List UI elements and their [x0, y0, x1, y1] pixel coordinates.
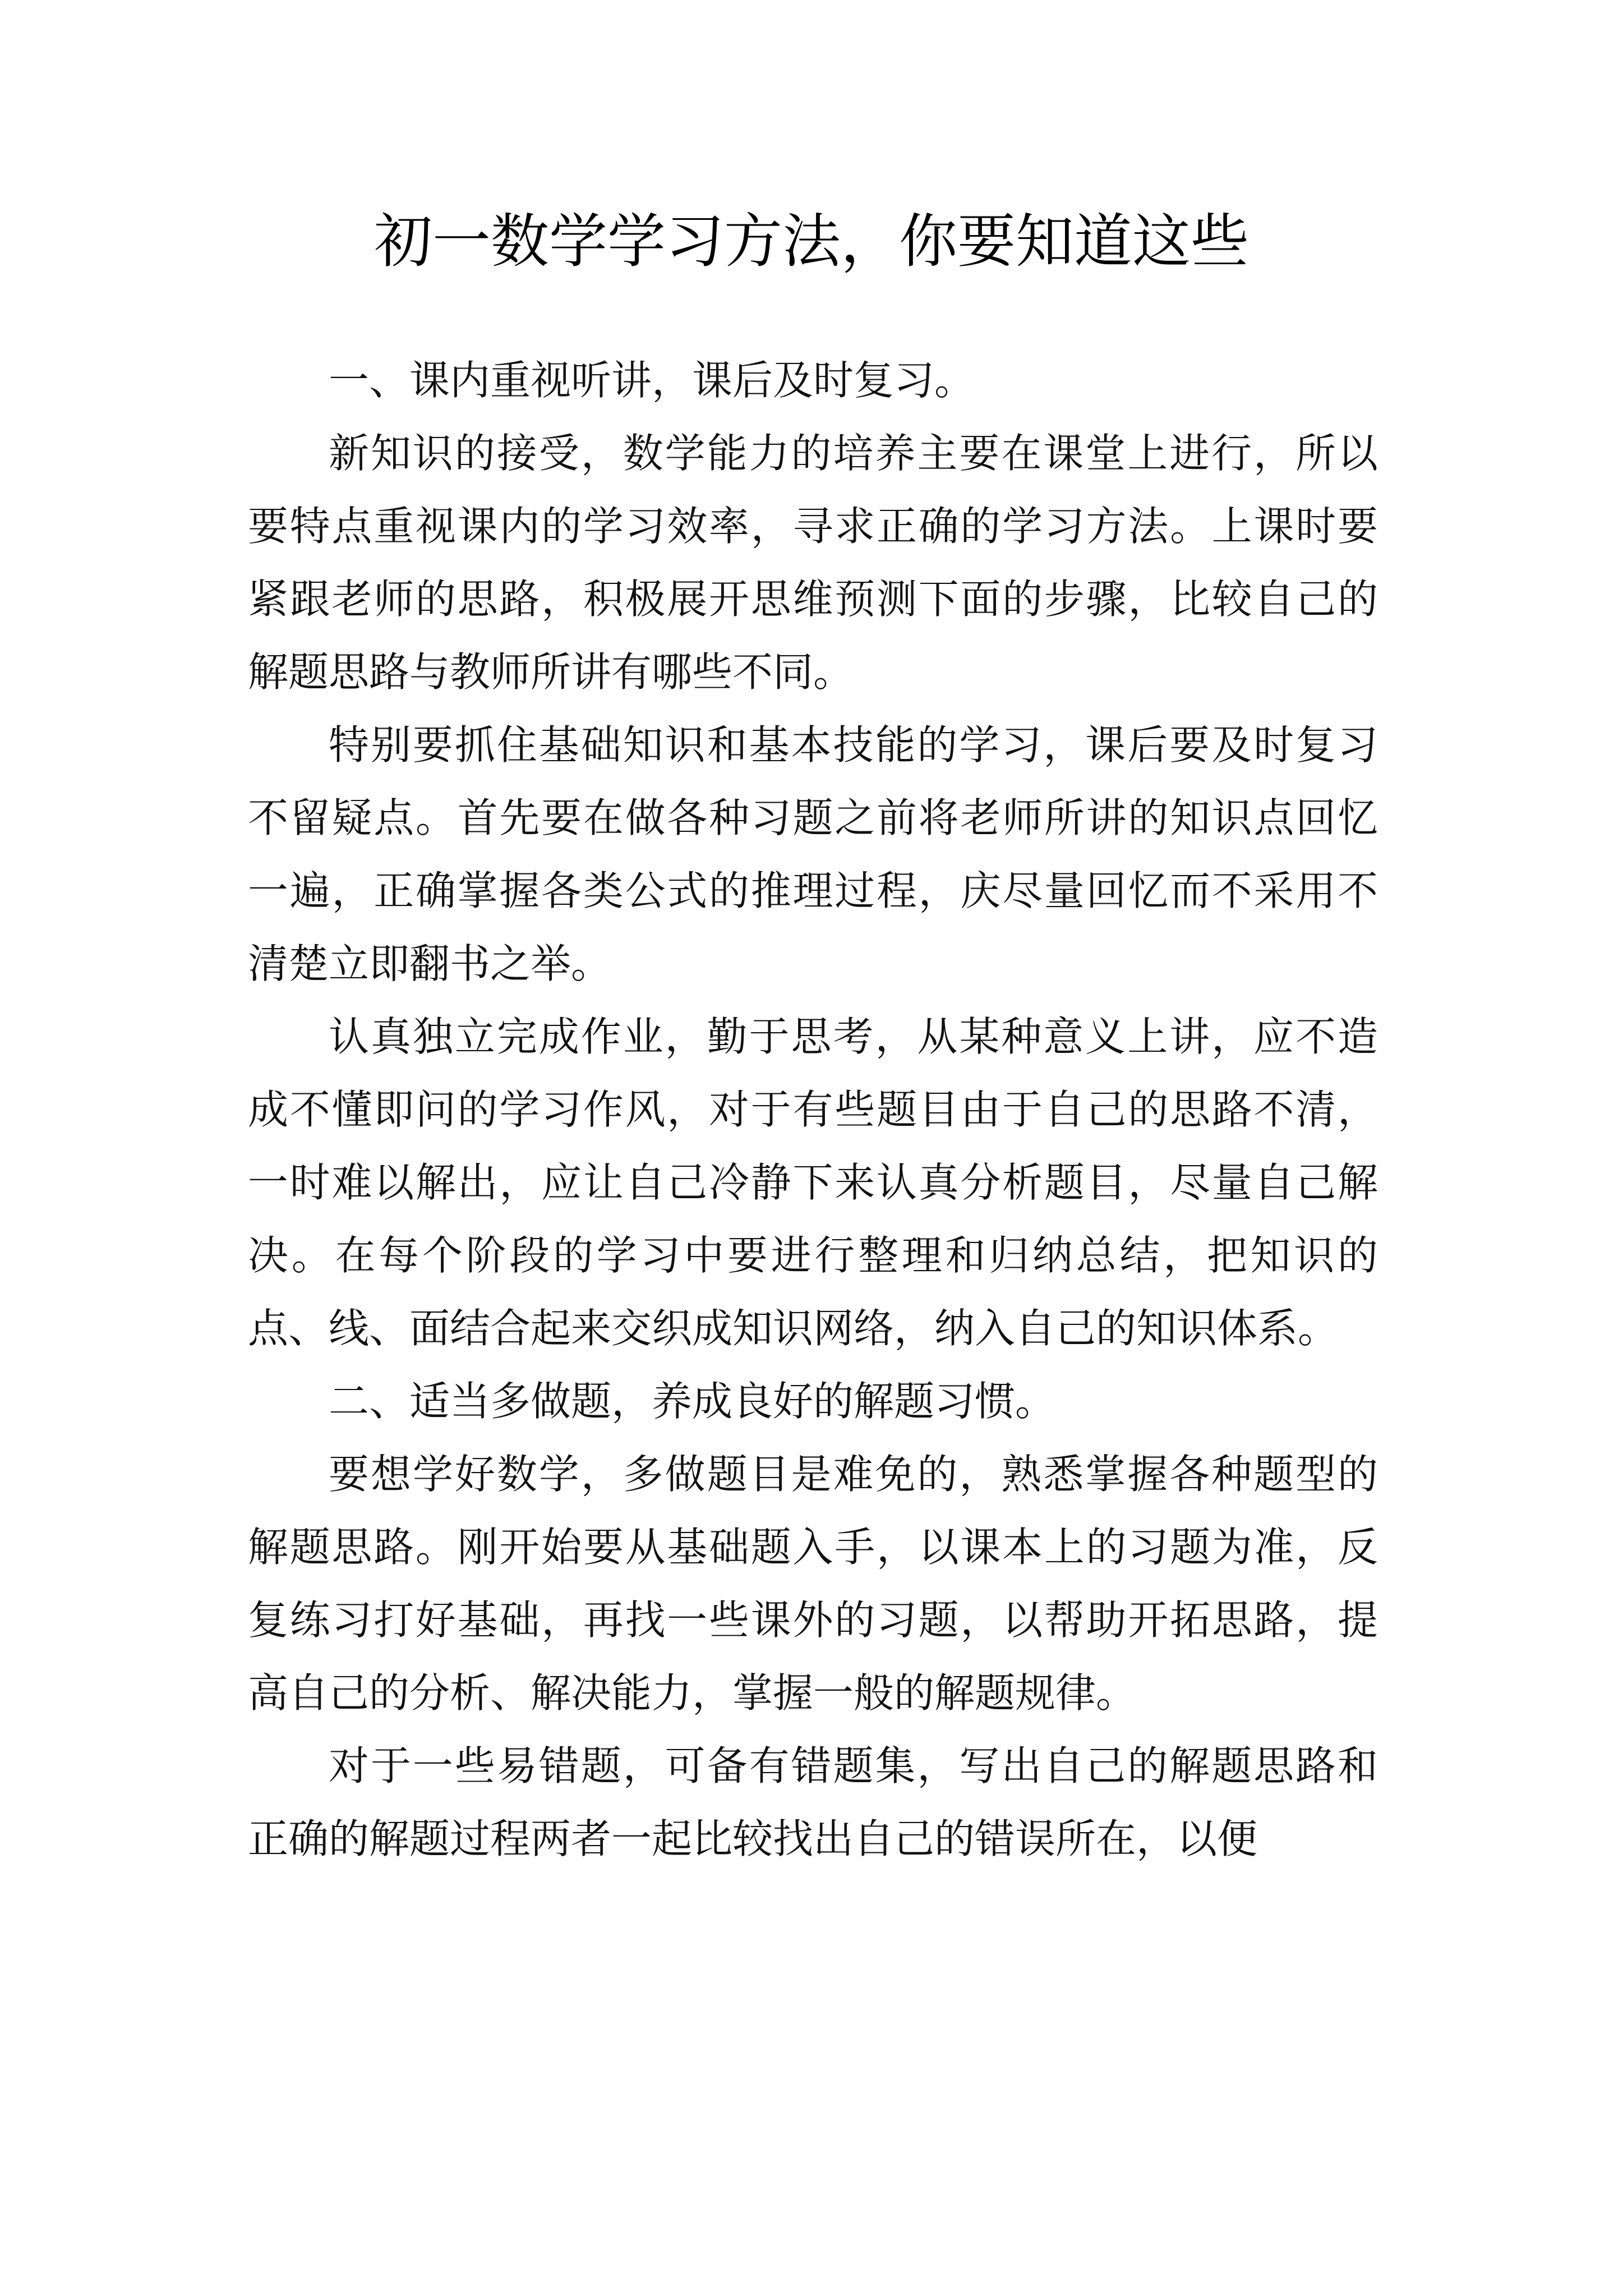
paragraph: 对于一些易错题，可备有错题集，写出自己的解题思路和正确的解题过程两者一起比较找出自己的错误所在，以便: [248, 1742, 1378, 1862]
paragraph: 特别要抓住基础知识和基本技能的学习，课后要及时复习不留疑点。首先要在做各种习题之前将老师所讲的知识点回忆一遍，正确掌握各类公式的推理过程，庆尽量回忆而不采用不清楚立即翻书之举。: [248, 721, 1378, 987]
document-body: [248, 344, 1378, 1875]
paragraph-heading-1: 一、课内重视听讲，课后及时复习。: [329, 357, 975, 404]
paragraph-heading-2: 二、适当多做题，养成良好的解题习惯。: [329, 1378, 1056, 1425]
document-title: 初一数学学习方法，你要知道这些: [374, 207, 1249, 275]
paragraph: 要想学好数学，多做题目是难免的，熟悉掌握各种题型的解题思路。刚开始要从基础题入手，以课本上的习题为准，反复练习打好基础，再找一些课外的习题，以帮助开拓思路，提高自己的分析、解决能力，掌握一般的解题规律。: [248, 1451, 1378, 1717]
paragraph: 认真独立完成作业，勤于思考，从某种意义上讲，应不造成不懂即问的学习作风，对于有些题目由于自己的思路不清，一时难以解出，应让自己冷静下来认真分析题目，尽量自己解决。在每个阶段的学习中要进行整理和归纳总结，把知识的点、线、面结合起来交织成知识网络，纳入自己的知识体系。: [248, 1013, 1378, 1352]
paragraph: 新知识的接受，数学能力的培养主要在课堂上进行，所以要特点重视课内的学习效率，寻求正确的学习方法。上课时要紧跟老师的思路，积极展开思维预测下面的步骤，比较自己的解题思路与教师所讲有哪些不同。: [248, 430, 1378, 696]
